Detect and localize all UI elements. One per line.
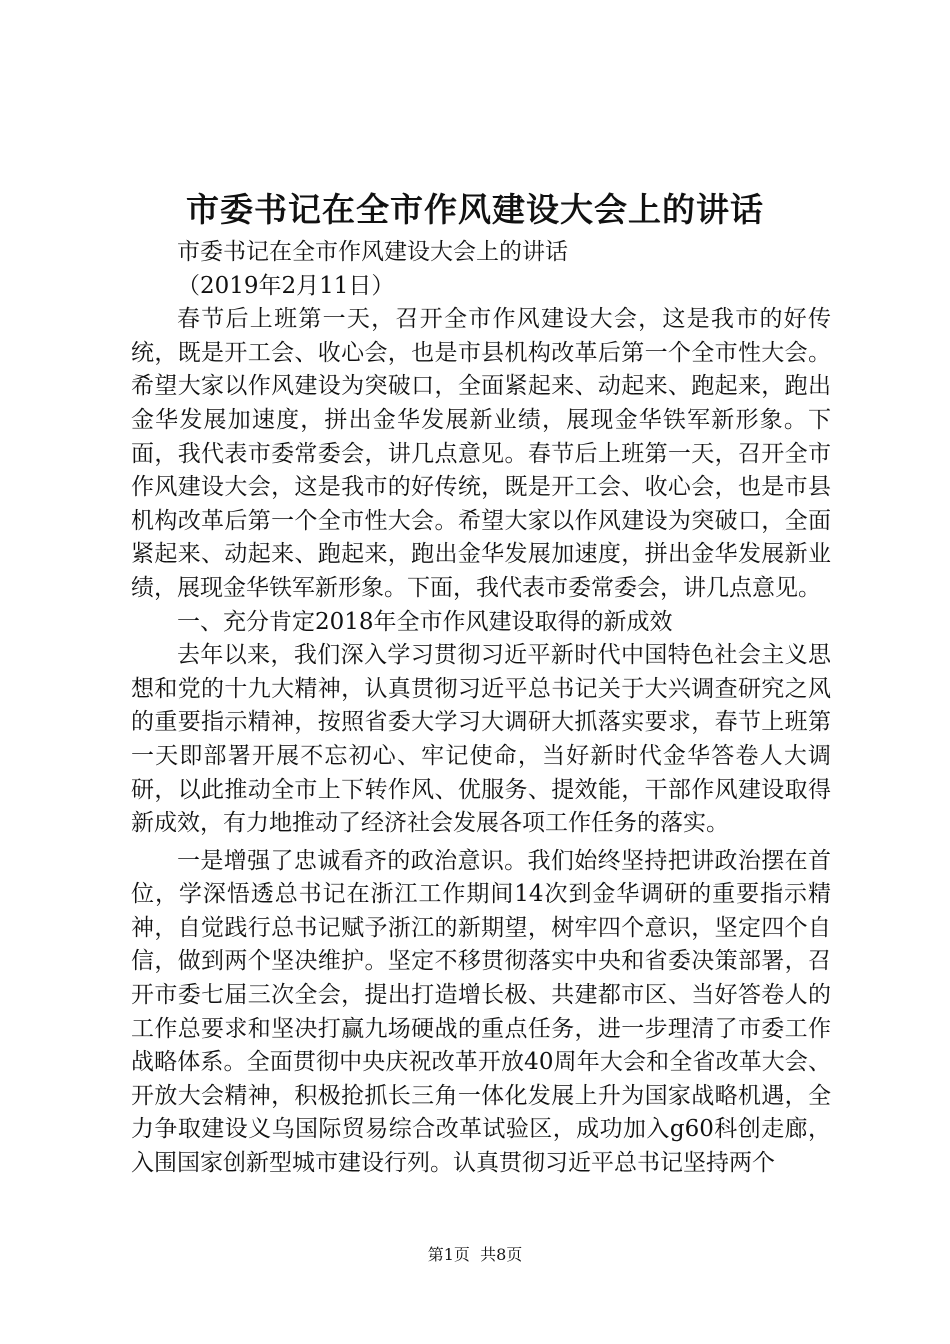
section-heading: 一、充分肯定2018年全市作风建设取得的新成效 [177,608,673,635]
page-number: 第1页 [427,1245,470,1264]
page-total: 共8页 [480,1245,523,1264]
body-paragraph: 一是增强了忠诚看齐的政治意识。我们始终坚持把讲政治摆在首位，学深悟透总书记在浙江工作期间14次到金华调研的重要指示精神，自觉践行总书记赋予浙江的新期望，树牢四个意识，坚定四个自信，做到两个坚决维护。坚定不移贯彻落实中央和省委决策部署，召开市委七届三次全会，提出打造增长极、共建都市区、当好答卷人的工作总要求和坚决打赢九场硬战的重点任务，进一步理清了市委工作战略体系。全面贯彻中央庆祝改革开放40周年大会和全省改革大会、开放大会精神，积极抢抓长三角一体化发展上升为国家战略机遇，全力争取建设义乌国际贸易综合改革试验区，成功加入g60科创走廊，入围国家创新型城市建设行列。认真贯彻习近平总书记坚持两个 [131,847,831,1177]
date-line: （2019年2月11日） [177,272,395,299]
body-paragraph: 去年以来，我们深入学习贯彻习近平新时代中国特色社会主义思想和党的十九大精神，认真贯彻习近平总书记关于大兴调查研究之风的重要指示精神，按照省委大学习大调研大抓落实要求，春节上班第一天即部署开展不忘初心、牢记使命，当好新时代金华答卷人大调研，以此推动全市上下转作风、优服务、提效能，干部作风建设取得新成效，有力地推动了经济社会发展各项工作任务的落实。 [131,642,831,837]
document-body [131,236,831,1181]
intro-paragraph: 春节后上班第一天，召开全市作风建设大会，这是我市的好传统，既是开工会、收心会，也是市县机构改革后第一个全市性大会。希望大家以作风建设为突破口，全面紧起来、动起来、跑起来，跑出金华发展加速度，拼出金华发展新业绩，展现金华铁军新形象。下面，我代表市委常委会，讲几点意见。春节后上班第一天，召开全市作风建设大会，这是我市的好传统，既是开工会、收心会，也是市县机构改革后第一个全市性大会。希望大家以作风建设为突破口，全面紧起来、动起来、跑起来，跑出金华发展加速度，拼出金华发展新业绩，展现金华铁军新形象。下面，我代表市委常委会，讲几点意见。 [131,306,831,601]
subtitle-line: 市委书记在全市作风建设大会上的讲话 [177,239,568,265]
page-footer [0,1244,950,1266]
document-title: 市委书记在全市作风建设大会上的讲话 [186,190,764,229]
